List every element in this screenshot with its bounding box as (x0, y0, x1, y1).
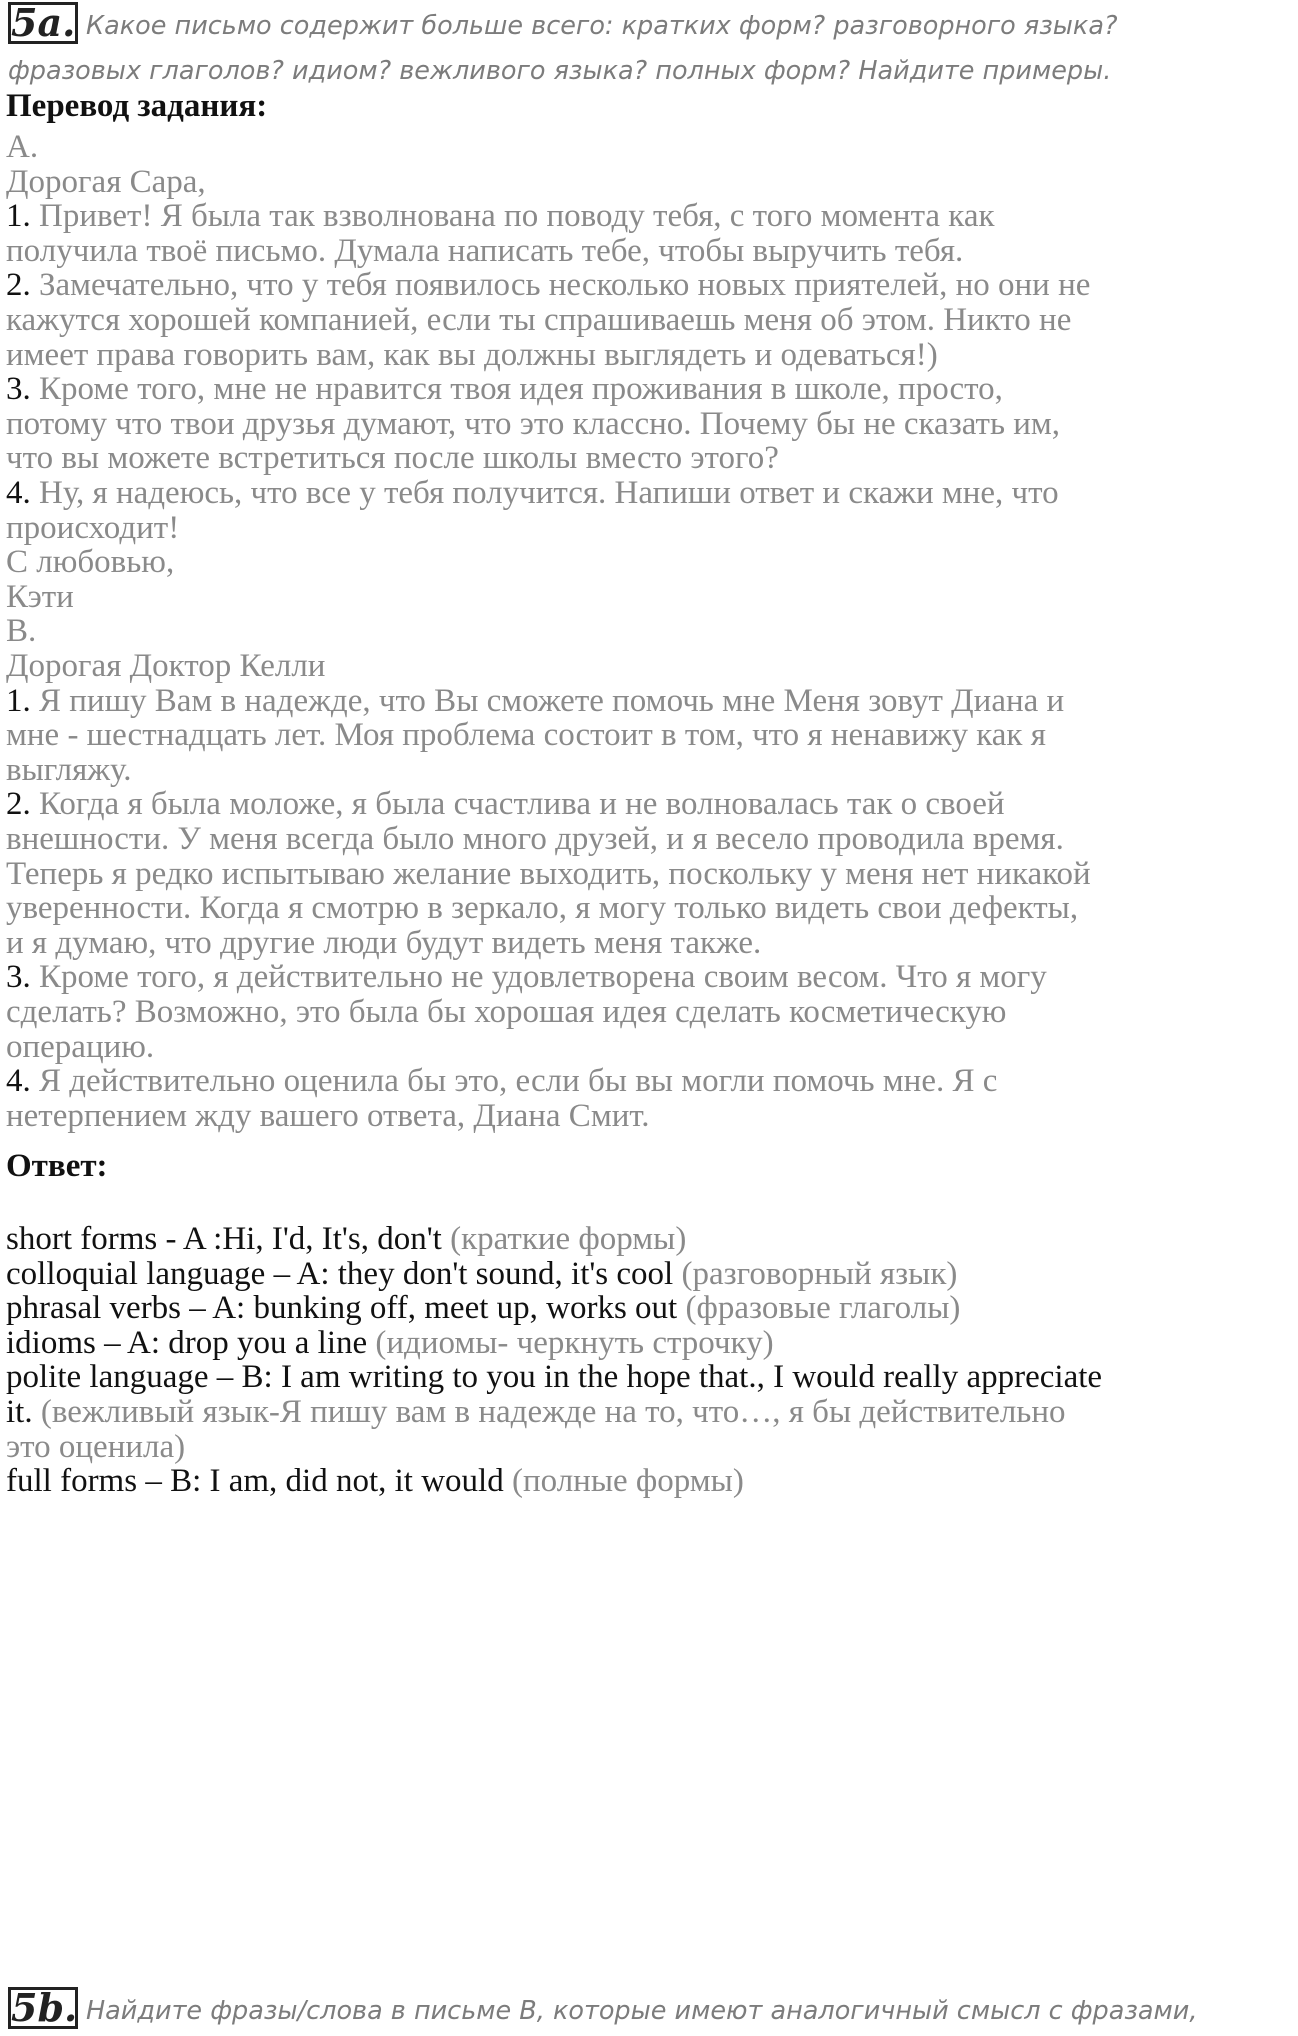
task-number-badge: 5a. (8, 2, 78, 44)
translation-text: Кэти (6, 578, 74, 615)
translation-text: Дорогая Сара, (6, 163, 206, 200)
translation-line (6, 1094, 650, 1139)
answer-russian-gloss: (фразовые глаголы) (677, 1290, 961, 1327)
translation-text: Ну, я надеюсь, что все у тебя получится. Напиши ответ и скажи мне, что (30, 475, 1059, 511)
translation-text: С любовью, (6, 544, 175, 581)
translation-text: Я пишу Вам в надежде, что Вы сможете помочь мне Меня зовут Диана и (30, 682, 1065, 719)
answer-russian-gloss: (идиомы- черкнуть строчку) (367, 1324, 774, 1361)
task-number-badge: 5b. (8, 1987, 78, 2029)
translation-text: Кроме того, я действительно не удовлетворена своим весом. Что я могу (30, 959, 1047, 996)
translation-text: получила твоё письмо. Думала написать тебе, чтобы выручить тебя. (6, 232, 964, 269)
translation-line (6, 713, 1046, 758)
translation-text: происходит! (6, 509, 180, 546)
task-prompt-line: Найдите фразы/слова в письме B, которые имеют аналогичный смысл с фразами, (86, 1996, 1198, 2026)
translation-text: уверенности. Когда я смотрю в зеркало, я могу только видеть свои дефекты, (6, 890, 1079, 927)
translation-text: операцию. (6, 1028, 155, 1065)
task-prompt-line: Какое письмо содержит больше всего: кратких форм? разговорного языка? (86, 11, 1118, 41)
answer-russian-gloss: (вежливый язык-Я пишу вам в надежде на то, что…, я бы действительно (32, 1394, 1066, 1430)
translation-text: B. (6, 613, 37, 650)
paragraph-number: 1. (6, 198, 31, 235)
paragraph-number: 1. (6, 682, 31, 719)
answer-russian-gloss: (полные формы) (511, 1463, 744, 1500)
answer-english: full forms – B: I am, did not, it would (6, 1463, 512, 1500)
answer-english: idioms – A: drop you a line (6, 1324, 368, 1361)
translation-text: Дорогая Доктор Келли (6, 648, 326, 684)
translation-text: потому что твои друзья думают, что это классно. Почему бы не сказать им, (6, 405, 1061, 442)
translation-text: Кроме того, мне не нравится твоя идея проживания в школе, просто, (30, 371, 1003, 408)
paragraph-number: 4. (6, 475, 31, 511)
translation-text: что вы можете встретиться после школы вместо этого? (6, 440, 779, 477)
translation-text: Привет! Я была так взволнована по поводу тебя, с того момента как (30, 198, 995, 235)
answer-english: it. (6, 1394, 33, 1430)
translation-text: кажутся хорошей компанией, если ты спрашиваешь меня об этом. Никто не (6, 302, 1072, 338)
answer-russian-gloss: (краткие формы) (441, 1221, 687, 1257)
translation-line (6, 990, 1006, 1035)
translation-text: мне - шестнадцать лет. Моя проблема состоит в том, что я ненавижу как я (6, 717, 1046, 754)
translation-text: Теперь я редко испытываю желание выходить, поскольку у меня нет никакой (6, 855, 1091, 892)
paragraph-number: 3. (6, 371, 31, 408)
answer-heading: Ответ: (6, 1148, 108, 1184)
translation-text: имеет права говорить вам, как вы должны выглядеть и одеваться!) (6, 336, 938, 373)
answer-line (6, 1459, 744, 1504)
translation-text: и я думаю, что другие люди будут видеть меня также. (6, 924, 762, 961)
paragraph-number: 4. (6, 1063, 31, 1100)
translation-text: Когда я была моложе, я была счастлива и не волновалась так о своей (30, 786, 1005, 823)
answer-english: phrasal verbs – A: bunking off, meet up, works out (6, 1290, 678, 1327)
paragraph-number: 3. (6, 959, 31, 996)
paragraph-number: 2. (6, 267, 31, 304)
translation-text: A. (6, 129, 39, 165)
translation-text: сделать? Возможно, это была бы хорошая идея сделать косметическую (6, 994, 1007, 1030)
translation-text: Я действительно оценила бы это, если бы вы могли помочь мне. Я с (30, 1063, 998, 1100)
answer-russian-gloss: это оценила) (6, 1428, 186, 1465)
paragraph-number: 2. (6, 786, 31, 823)
task-prompt-line: фразовых глаголов? идиом? вежливого языка? полных форм? Найдите примеры. (8, 56, 1112, 86)
answer-english: colloquial language – A: they don't sound, it's cool (6, 1255, 674, 1292)
answer-english: short forms - A :Hi, I'd, It's, don't (6, 1221, 442, 1257)
translation-heading: Перевод задания: (6, 88, 268, 124)
translation-text: выгляжу. (6, 751, 132, 788)
answer-russian-gloss: (разговорный язык) (673, 1255, 958, 1292)
translation-text: Замечательно, что у тебя появилось несколько новых приятелей, но они не (30, 267, 1091, 304)
translation-text: нетерпением жду вашего ответа, Диана Смит. (6, 1097, 650, 1134)
answer-english: polite language – B: I am writing to you in the hope that., I would really appreciate (6, 1359, 1103, 1396)
translation-text: внешности. У меня всегда было много друзей, и я весело проводила время. (6, 821, 1064, 857)
